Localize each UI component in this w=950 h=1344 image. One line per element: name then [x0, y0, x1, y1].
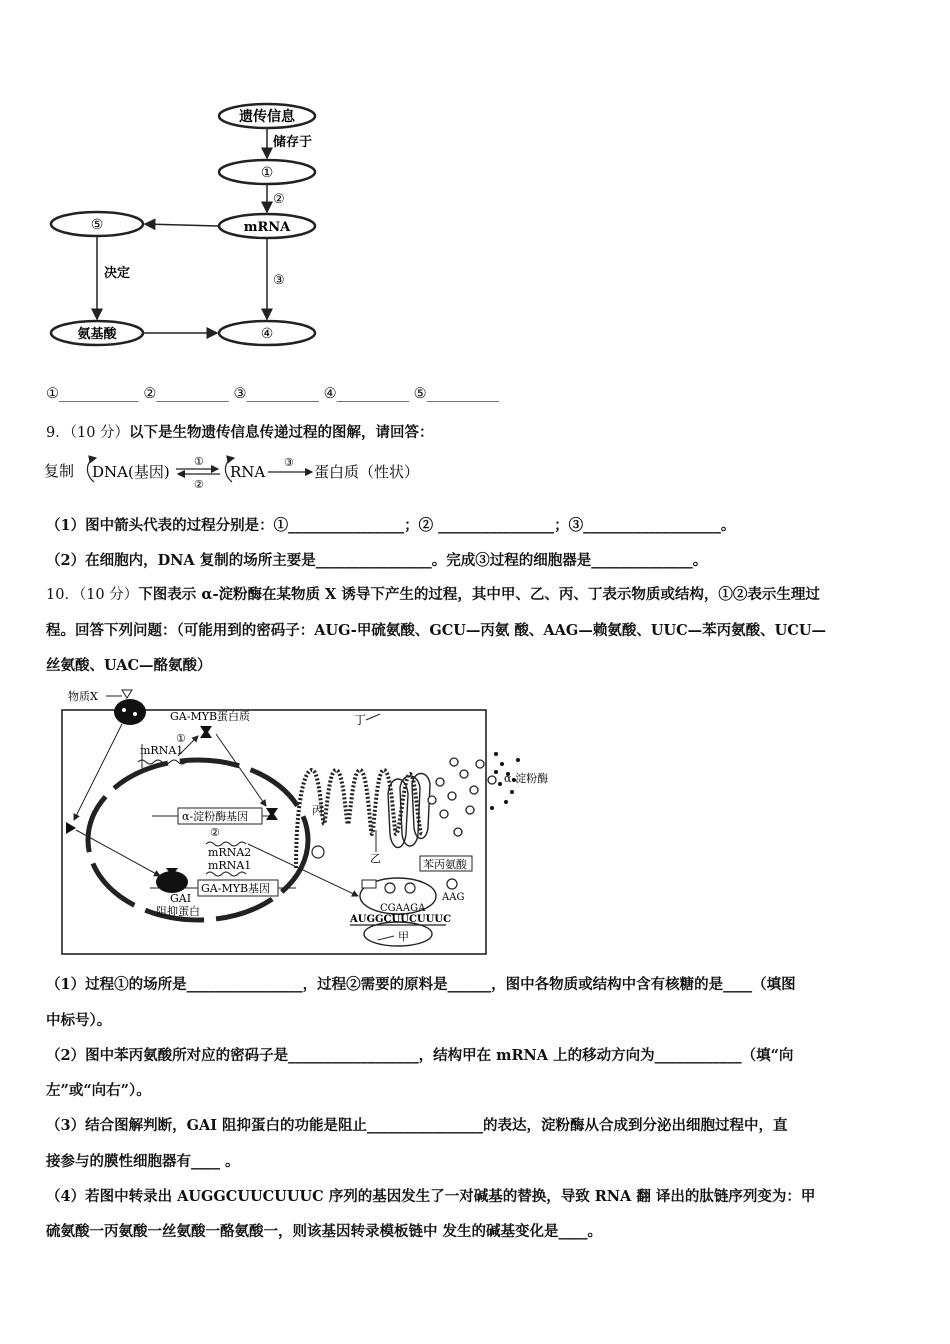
q10-sub-3a: （3）结合图解判断，GAI 阻抑蛋白的功能是阻止________________的表达，淀粉酶从合成到分泌出细胞过程中，直: [46, 1117, 788, 1134]
substance-x-label: 物质X: [68, 690, 98, 703]
vesicle: [470, 786, 478, 794]
q9-stem: [46, 421, 434, 442]
receptor-dot-1: [122, 708, 126, 712]
repressor-label: 阻抑蛋白: [156, 905, 200, 918]
q9-formula: [44, 452, 444, 492]
formula-c1: ①: [194, 455, 204, 468]
q9-stem-text: 以下是生物遗传信息传递过程的图解，请回答：: [129, 424, 434, 441]
node-4-label: ④: [260, 326, 274, 342]
vesicle: [488, 776, 496, 784]
amylase-dot: [504, 800, 508, 804]
phe-label: 苯丙氨酸: [423, 858, 467, 871]
aag-label: AAG: [442, 892, 465, 903]
node-5-label: ⑤: [90, 217, 104, 233]
q10-sub-2b: 左”或“向右”）。: [46, 1082, 151, 1099]
q9-number: 9．（10 分）: [46, 425, 130, 441]
mrna1-top-label: mRNA1: [140, 744, 184, 757]
substance-x-triangle: [122, 690, 132, 698]
process-2-label: ②: [210, 826, 220, 839]
formula-protein: 蛋白质（性状）: [314, 463, 420, 481]
yi-label: 乙: [370, 852, 381, 865]
arrow-protein-to-gene: [216, 734, 266, 806]
formula-c3: ③: [284, 456, 294, 469]
formula-rna: RNA: [230, 463, 266, 481]
q10-sub-2a: （2）图中苯丙氨酸所对应的密码子是__________________，结构甲在 mRNA 上的移动方向为____________（填“向: [46, 1047, 794, 1064]
vesicle: [428, 796, 436, 804]
ding-pointer: [366, 714, 380, 720]
formula-dna: DNA(基因): [92, 463, 170, 481]
amylase-dot: [494, 770, 498, 774]
vesicle: [450, 758, 458, 766]
formula-replication: 复制: [44, 462, 75, 480]
amylase-dot: [498, 782, 502, 786]
ribosome-on-er: [312, 846, 324, 858]
node-genetic-info-label: 遗传信息: [239, 109, 295, 125]
receptor: [114, 699, 146, 725]
signal-triangle: [66, 822, 76, 834]
mrna2-label: mRNA2: [208, 846, 252, 859]
amylase-dot: [500, 762, 504, 766]
q10-sub-4a: （4）若图中转录出 AUGGCUUCUUUC 序列的基因发生了一对碱基的替换，导致 RNA 翻 译出的肽链序列变为：甲: [46, 1188, 816, 1205]
edge-store-label: 储存于: [273, 135, 313, 150]
arrow-signal-to-gai: [76, 830, 160, 876]
mrna-seq-label: AUGGCUUCUUUC: [350, 914, 452, 925]
alpha-gene-label: α-淀粉酶基因: [182, 810, 249, 823]
ga-myb-protein-label: GA-MYB蛋白质: [170, 710, 251, 723]
cgaaga-label: CGAAGA: [380, 903, 426, 914]
vesicle: [466, 806, 474, 814]
arrow-to-5: [145, 224, 218, 226]
bing-label: 丙: [312, 804, 323, 817]
mrna1-bottom-label: mRNA1: [208, 859, 252, 872]
q10-stem-2: 程。回答下列问题：（可能用到的密码子：AUG-甲硫氨酸、GCU—丙氨 酸、AAG—赖氨酸、UUC—苯丙氨酸、UCU—: [46, 622, 826, 639]
vesicle: [460, 770, 468, 778]
q10-sub-3b: 接参与的膜性细胞器有____ 。: [46, 1153, 240, 1170]
trna-3: [447, 879, 457, 889]
q10-stem-1: [46, 583, 820, 604]
node-1-label: ①: [260, 165, 274, 181]
amylase-dot: [510, 790, 514, 794]
vesicle: [448, 792, 456, 800]
node-amino-acid-label: 氨基酸: [77, 327, 117, 342]
gene-expression-flow-diagram: [40, 96, 340, 356]
gamyb-bound-shape: [266, 808, 278, 820]
node-mrna-label: mRNA: [243, 220, 291, 235]
process-1-label: ①: [176, 732, 186, 745]
q10-sub-4b: 硫氨酸一丙氨酸一丝氨酸一酪氨酸一，则该基因转录模板链中 发生的碱基变化是____。: [46, 1223, 603, 1240]
edge-3-label: ③: [273, 273, 285, 288]
edge-2-label: ②: [273, 192, 285, 207]
mrna1-bottom-wave: [206, 872, 246, 876]
vesicle: [440, 810, 448, 818]
edge-decide-label: 决定: [104, 266, 131, 281]
amylase-dot: [494, 752, 498, 756]
alpha-amylase-cell-diagram: [60, 684, 570, 956]
gai-label: GAI: [170, 892, 192, 905]
amylase-dot: [516, 758, 520, 762]
receptor-dot-2: [133, 712, 137, 716]
formula-c2: ②: [194, 478, 204, 491]
q9-part-2: （2）在细胞内，DNA 复制的场所主要是________________。完成③过程的细胞器是______________。: [46, 552, 708, 569]
amylase-dot: [490, 806, 494, 810]
ga-myb-gene-label: GA-MYB基因: [201, 882, 271, 895]
vesicle: [436, 778, 444, 786]
q10-stem-3: 丝氨酸、UAC—酪氨酸）: [46, 657, 212, 674]
jia-label: 甲: [398, 930, 409, 943]
trna-tag: [362, 880, 376, 888]
q8-answer-line: ①___________ ②__________ ③__________ ④__________ ⑤__________: [46, 386, 500, 402]
q10-sub-1b: 中标号）。: [46, 1012, 112, 1029]
q9-part-1: （1）图中箭头代表的过程分别是：①________________；② ________________；③___________________。: [46, 517, 736, 534]
q10-number: 10．（10 分）: [46, 587, 139, 603]
vesicle: [454, 828, 462, 836]
q10-stem-1-text: 下图表示 α-淀粉酶在某物质 X 诱导下产生的过程，其中甲、乙、丙、丁表示物质或结构，①②表示生理过: [138, 586, 820, 603]
vesicle: [476, 760, 484, 768]
ga-myb-protein-shape: [200, 726, 212, 738]
q10-sub-1a: （1）过程①的场所是________________，过程②需要的原料是______，图中各物质或结构中含有核糖的是____（填图: [46, 976, 796, 993]
alpha-amylase-label: α-淀粉酶: [504, 772, 549, 785]
ding-label: 丁: [354, 713, 367, 727]
